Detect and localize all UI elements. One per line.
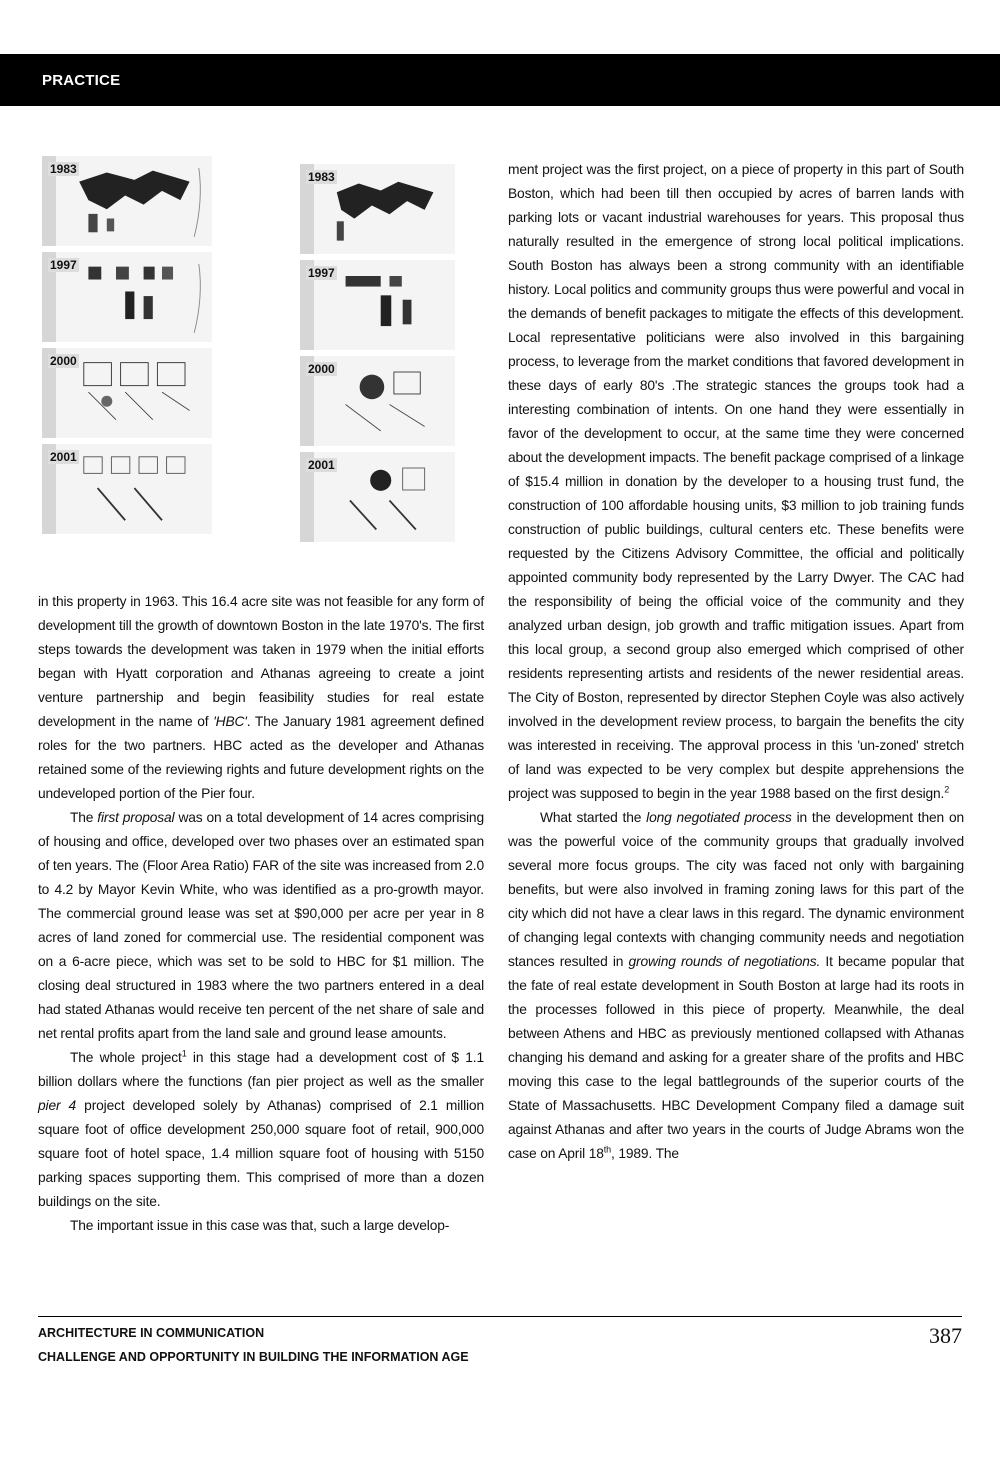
plan-drawing-2001: [328, 456, 451, 538]
paragraph: The important issue in this case was that, such a large develop-: [70, 1218, 450, 1233]
paragraph: The first proposal was on a total development of 14 acres comprising of housing and office, developed over two phases over an estimated span of ten years. The (Floor Area Ratio) FAR of the site was increased from 2.0 to 4.2 by Mayor Kevin White, who was identified as a pro-growth mayor. The commercial ground lease was set at $90,000 per acre per year in 8 acres of land zoned for commercial use. The residential component was on a 6-acre piece, which was set to be sold to HBC for $1 million. The closing deal structured in 1983 where the two partners entered in a deal had stated Athanas would receive ten percent of the net share of sale and net rental profits apart from the land sale and ground lease amounts.: [38, 810, 484, 1041]
site-plan-panel: [42, 444, 212, 534]
site-plan-panel: [300, 260, 455, 350]
site-plan-strip-left: [42, 156, 212, 534]
year-label: 1983: [50, 162, 77, 176]
site-plan-panel: [300, 452, 455, 542]
page-number: 387: [929, 1323, 962, 1348]
left-text-column: [38, 590, 484, 1238]
site-plan-panel: [300, 164, 455, 254]
paragraph: in this property in 1963. This 16.4 acre site was not feasible for any form of development till the growth of downtown Boston in the late 1970's. The first steps towards the development was taken in 1979 when the initial efforts began with Hyatt corporation and Athanas agreeing to create a joint venture partnership and begin feasibility studies for real estate development in the name of 'HBC'. The January 1981 agreement defined roles for the two partners. HBC acted as the developer and Athanas retained some of the reviewing rights and future development rights on the undeveloped portion of the Pier four.: [38, 594, 484, 801]
site-plan-panel: [42, 156, 212, 246]
plan-drawing-2000: [70, 352, 208, 434]
section-title: PRACTICE: [42, 72, 121, 89]
footer-title: ARCHITECTURE IN COMMUNICATION: [38, 1326, 265, 1340]
plan-drawing-1983: [70, 160, 208, 242]
year-label: 1997: [50, 258, 77, 272]
paragraph: The whole project$^1$ in this stage had a development cost of $ 1.1 billion dollars where the functions (fan pier project as well as the smaller pier 4 project developed solely by Athanas) comprised of 2.1 million square foot of office development 250,000 square foot of retail, 900,000 square foot of hotel space, 1.4 million square foot of housing with 5150 parking spaces supporting them. This comprised of more than a dozen buildings on the site.: [38, 1048, 485, 1209]
footnote-ref: 2: [944, 784, 950, 795]
year-label: 2001: [308, 458, 335, 472]
year-label: 1997: [308, 266, 335, 280]
paragraph: What started the long negotiated process in the development then on was the powerful voice of the community groups that gradually involved several more focus groups. The city was faced not only with bargaining benefits, but were also involved in framing zoning laws for this part of the city which did not have a clear laws in this regard. The dynamic environment of changing legal contexts with changing community needs and negotiation stances resulted in growing rounds of negotiations. It became popular that the fate of real estate development in South Boston at large had its roots in the processes followed in this piece of property. Meanwhile, the deal between Athens and HBC as previously mentioned collapsed with Athanas changing his demand and asking for a greater share of the profits and HBC moving this case to the legal battlegrounds of the superior courts of the State of Massachusetts. HBC Development Company filed a damage suit against Athanas and after two years in the courts of Judge Abrams won the case on April 18th, 1989. The: [508, 810, 964, 1161]
footer-rule: [38, 1316, 962, 1317]
year-label: 2000: [50, 354, 77, 368]
plan-drawing-1997: [328, 264, 451, 346]
section-header-bar: [0, 54, 1000, 106]
plan-drawing-1997: [70, 256, 208, 338]
right-text-column: [508, 158, 964, 1166]
site-plan-panel: [42, 252, 212, 342]
plan-drawing-2000: [328, 360, 451, 442]
year-label: 2000: [308, 362, 335, 376]
footer-subtitle: CHALLENGE AND OPPORTUNITY IN BUILDING THE INFORMATION AGE: [38, 1350, 469, 1364]
site-plan-panel: [300, 356, 455, 446]
year-label: 2001: [50, 450, 77, 464]
paragraph: ment project was the first project, on a piece of property in this part of South Boston, which had been till then occupied by acres of barren lands with parking lots or vacant industrial warehouses for years. This proposal thus naturally resulted in the emergence of strong local political implications. South Boston has always been a strong community with an identifiable history. Local politics and community groups thus were powerful and vocal in the demands of benefit packages to mitigate the effects of this development. Local representative politicians were also involved in this bargaining process, to leverage from the market conditions that favored development in these days of early 80's .The strategic stances the groups took had a interesting combination of intents. On one hand they were essentially in favor of the development to occur, at the same time they were concerned about the development impacts. The benefit package comprised of a linkage of $15.4 million in donation by the developer to a housing trust fund, the construction of 100 affordable housing units, $3 million to job training funds construction of public buildings, cultural centers etc. These benefits were requested by the Citizens Advisory Committee, the official and politically appointed community body represented by the Larry Dwyer. The CAC had the responsibility of being the official voice of the community and they analyzed urban design, job growth and traffic mitigation issues. Apart from this local group, a second group also emerged which comprised of other residents representing artists and residents of the newer residential areas. The City of Boston, represented by director Stephen Coyle was also actively involved in the development review process, to bargain the benefits the city was interested in receiving. The approval process in this 'un-zoned' stretch of land was expected to be very complex but despite apprehensions the project was supposed to begin in the year 1988 based on the first design.$^2$: [508, 162, 964, 801]
site-plan-strip-right: [300, 164, 455, 542]
year-label: 1983: [308, 170, 335, 184]
plan-drawing-1983: [328, 168, 451, 250]
site-plan-figure: [38, 150, 484, 560]
site-plan-panel: [42, 348, 212, 438]
plan-drawing-2001: [70, 448, 208, 530]
footnote-ref: 1: [181, 1048, 187, 1059]
